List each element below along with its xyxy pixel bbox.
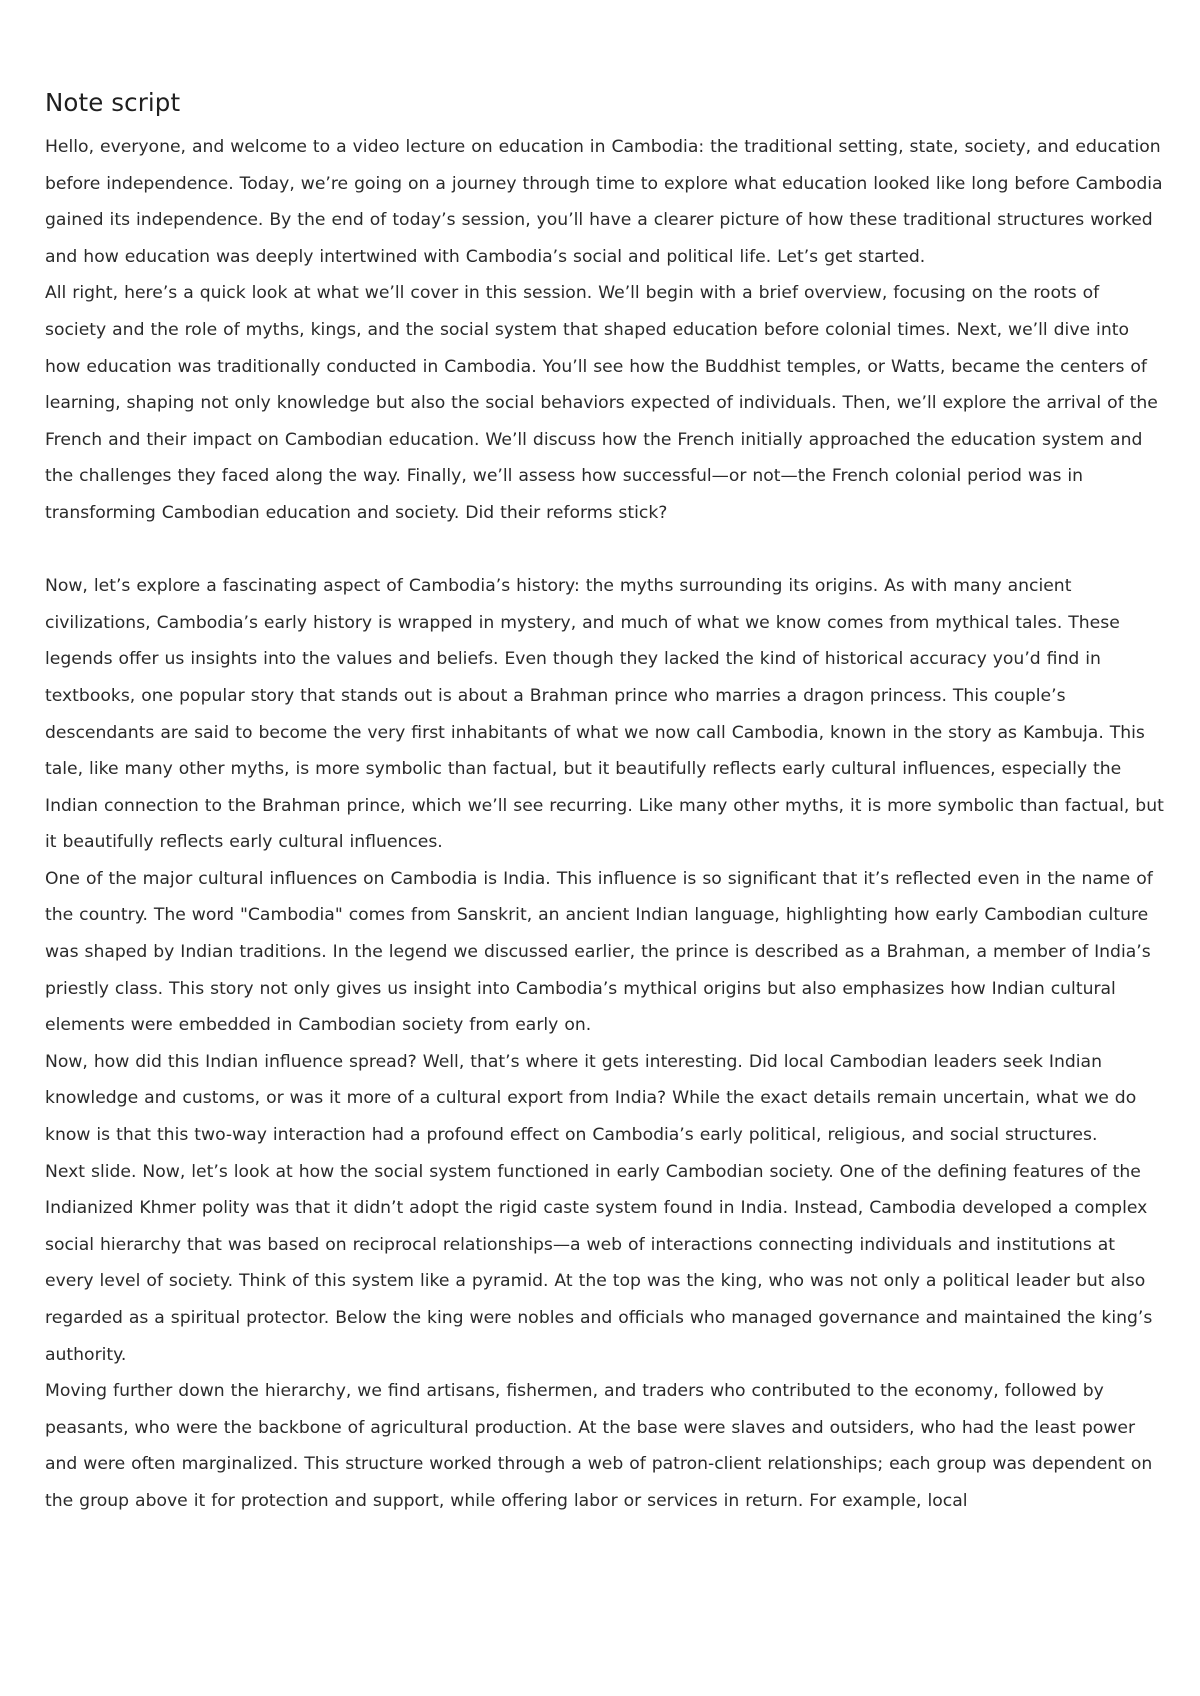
paragraph-overview: All right, here’s a quick look at what we’ll cover in this session. We’ll begin with a brief overview, focusing on the roots of society and the role of myths, kings, and the social system that shaped education before colonial times. Next, we’ll dive into how education was traditionally conducted in Cambodia. You’ll see how the Buddhist temples, or Watts, became the centers of learning, shaping not only knowledge but also the social behaviors expected of individuals. Then, we’ll explore the arrival of the French and their impact on Cambodian education. We’ll discuss how the French initially approached the education system and the challenges they faced along the way. Finally, we’ll assess how successful—or not—the French colonial period was in transforming Cambodian education and society. Did their reforms stick?	[45, 283, 1158, 523]
paragraph-intro: Hello, everyone, and welcome to a video lecture on education in Cambodia: the traditional setting, state, society, and education before independence. Today, we’re going on a journey through time to explore what education looked like long before Cambodia gained its independence. By the end of today’s session, you’ll have a clearer picture of how these traditional structures worked and how education was deeply intertwined with Cambodia’s social and political life. Let’s get started.	[45, 137, 1163, 267]
paragraph-myths: Now, let’s explore a fascinating aspect of Cambodia’s history: the myths surrounding its origins. As with many ancient civilizations, Cambodia’s early history is wrapped in mystery, and much of what we know comes from mythical tales. These legends offer us insights into the values and beliefs. Even though they lacked the kind of historical accuracy you’d find in textbooks, one popular story that stands out is about a Brahman prince who marries a dragon princess. This couple’s descendants are said to become the very first inhabitants of what we now call Cambodia, known in the story as Kambuja. This tale, like many other myths, is more symbolic than factual, but it beautifully reflects early cultural influences, especially the Indian connection to the Brahman prince, which we’ll see recurring. Like many other myths, it is more symbolic than factual, but it beautifully reflects early cultural influences.	[45, 576, 1164, 853]
paragraph-india-influence: One of the major cultural influences on Cambodia is India. This influence is so significant that it’s reflected even in the name of the country. The word "Cambodia" comes from Sanskrit, an ancient Indian language, highlighting how early Cambodian culture was shaped by Indian traditions. In the legend we discussed earlier, the prince is described as a Brahman, a member of India’s priestly class. This story not only gives us insight into Cambodia’s mythical origins but also emphasizes how Indian cultural elements were embedded in Cambodian society from early on.	[45, 868, 1153, 1036]
page-title: Note script	[45, 88, 181, 117]
document-page	[45, 86, 1165, 1520]
paragraph-influence-spread: Now, how did this Indian influence spread? Well, that’s where it gets interesting. Did local Cambodian leaders seek Indian knowledge and customs, or was it more of a cultural export from India? While the exact details remain uncertain, what we do know is that this two-way interaction had a profound effect on Cambodia’s early political, religious, and social structures.	[45, 1051, 1137, 1146]
paragraph-social-system: Next slide. Now, let’s look at how the social system functioned in early Cambodian society. One of the defining features of the Indianized Khmer polity was that it didn’t adopt the rigid caste system found in India. Instead, Cambodia developed a complex social hierarchy that was based on reciprocal relationships—a web of interactions connecting individuals and institutions at every level of society. Think of this system like a pyramid. At the top was the king, who was not only a political leader but also regarded as a spiritual protector. Below the king were nobles and officials who managed governance and maintained the king’s authority.	[45, 1161, 1153, 1365]
paragraph-spacer	[45, 532, 1165, 569]
paragraph-hierarchy: Moving further down the hierarchy, we find artisans, fishermen, and traders who contributed to the economy, followed by peasants, who were the backbone of agricultural production. At the base were slaves and outsiders, who had the least power and were often marginalized. This structure worked through a web of patron-client relationships; each group was dependent on the group above it for protection and support, while offering labor or services in return. For example, local	[45, 1381, 1153, 1511]
